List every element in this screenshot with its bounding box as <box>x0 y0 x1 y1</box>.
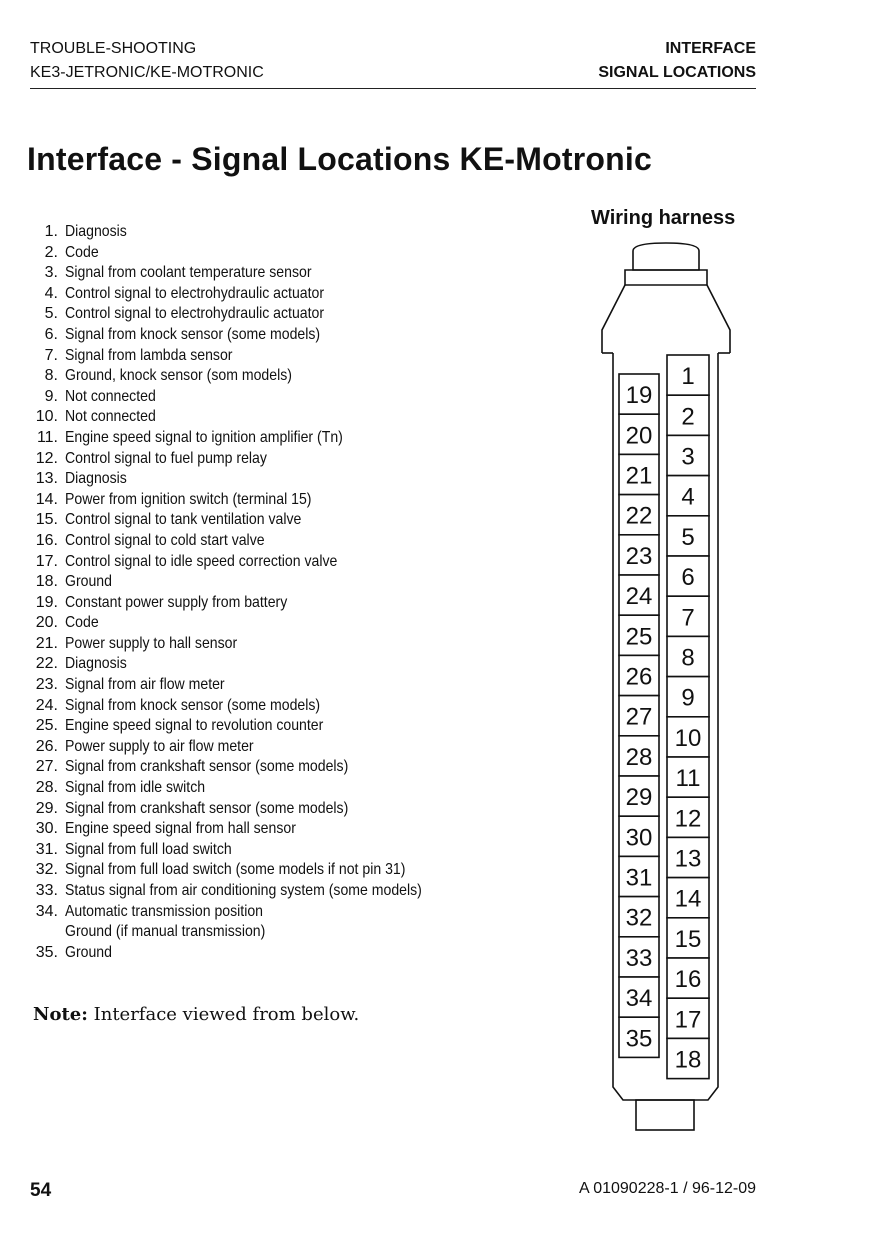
signal-item <box>28 819 471 840</box>
signal-description: Engine speed signal to revolution counter <box>65 717 324 735</box>
signal-number: 12. <box>35 449 58 467</box>
signal-item <box>28 634 471 655</box>
page-number: 54 <box>30 1180 52 1201</box>
header-topic: INTERFACE <box>665 40 756 57</box>
pin-label: 24 <box>625 583 653 611</box>
signal-number: 27. <box>35 758 58 776</box>
signal-description: Constant power supply from battery <box>65 593 288 611</box>
pin-label: 33 <box>625 944 653 972</box>
signal-number: 17. <box>35 552 58 570</box>
signal-number: 14. <box>35 490 58 508</box>
signal-description: Power from ignition switch (terminal 15) <box>65 490 312 508</box>
signal-description: Signal from lambda sensor <box>65 346 233 364</box>
signal-description: Diagnosis <box>65 223 127 240</box>
signal-number: 21. <box>35 634 58 652</box>
pin-label: 23 <box>625 542 653 570</box>
signal-item <box>28 737 471 758</box>
signal-description: Control signal to idle speed correction valve <box>65 552 338 570</box>
pin-label: 8 <box>681 644 695 672</box>
signal-item <box>28 449 471 470</box>
signal-number: 22. <box>35 655 58 673</box>
signal-description: Signal from knock sensor (some models) <box>65 325 321 343</box>
pin-label: 35 <box>625 1025 653 1053</box>
pin-label: 15 <box>674 925 702 953</box>
pin-label: 7 <box>681 604 695 632</box>
signal-item <box>28 840 471 861</box>
signal-description: Ground <box>65 573 112 591</box>
header-right <box>598 37 756 85</box>
signal-description: Signal from full load switch <box>65 840 232 858</box>
pin-label: 34 <box>625 985 653 1013</box>
pin-label: 29 <box>625 784 653 812</box>
pin-label: 31 <box>625 864 653 892</box>
signal-item <box>28 675 471 696</box>
page-title: Interface - Signal Locations KE-Motronic <box>27 141 652 177</box>
header-divider <box>30 88 756 89</box>
signal-item <box>28 593 471 614</box>
signal-number: 19. <box>35 593 58 611</box>
signal-number: 10. <box>35 408 58 426</box>
signal-item <box>28 222 471 243</box>
signal-description: Code <box>65 243 99 261</box>
signal-item <box>28 613 471 634</box>
diagram-title: Wiring harness <box>591 207 736 229</box>
document-id: A 01090228-1 / 96-12-09 <box>578 1180 756 1197</box>
signal-number: 29. <box>35 799 58 817</box>
signal-number: 31. <box>35 840 58 858</box>
signal-description: Code <box>65 614 99 632</box>
signal-item <box>28 469 471 490</box>
signal-item <box>28 922 471 943</box>
signal-description: Signal from full load switch (some models if not pin 31) <box>65 861 406 879</box>
signal-number: 2. <box>44 243 58 261</box>
signal-number: 5. <box>44 305 58 323</box>
signal-item <box>28 778 471 799</box>
signal-item <box>28 346 471 367</box>
signal-description: Signal from air flow meter <box>65 676 225 694</box>
pin-label: 25 <box>625 623 653 651</box>
signal-number: 20. <box>35 614 58 632</box>
signal-number: 11. <box>36 428 58 446</box>
signal-number: 26. <box>35 737 58 755</box>
signal-description: Control signal to cold start valve <box>65 531 265 549</box>
signal-item <box>28 799 471 820</box>
pin-label: 12 <box>674 805 702 833</box>
signal-description: Power supply to air flow meter <box>65 737 254 755</box>
signal-description: Control signal to electrohydraulic actuator <box>65 284 325 302</box>
signal-description: Diagnosis <box>65 655 127 673</box>
pin-label: 5 <box>681 523 695 551</box>
signal-description: Automatic transmission position <box>65 902 263 920</box>
pin-label: 30 <box>625 824 653 852</box>
signal-description: Not connected <box>65 387 156 405</box>
signal-item <box>28 757 471 778</box>
connector-cap-rim <box>625 270 707 285</box>
signal-description: Signal from crankshaft sensor (some models) <box>65 758 349 776</box>
signal-number: 30. <box>35 820 58 838</box>
signal-item <box>28 860 471 881</box>
header-subtopic: SIGNAL LOCATIONS <box>598 64 756 81</box>
signal-item <box>28 490 471 511</box>
signal-item <box>28 304 471 325</box>
signal-item <box>28 407 471 428</box>
pin-label: 20 <box>625 422 653 450</box>
signal-number: 16. <box>35 531 58 549</box>
signal-number: 8. <box>44 367 58 385</box>
signal-description: Signal from knock sensor (some models) <box>65 696 321 714</box>
pin-label: 32 <box>625 904 653 932</box>
pin-label: 13 <box>674 845 702 873</box>
signal-description: Ground <box>65 943 112 961</box>
pin-label: 28 <box>625 743 653 771</box>
pin-label: 10 <box>674 724 702 752</box>
pin-label: 17 <box>674 1006 702 1034</box>
signal-number: 35. <box>35 943 58 961</box>
signal-number: 24. <box>35 696 58 714</box>
pin-label: 14 <box>674 885 702 913</box>
signal-description: Control signal to tank ventilation valve <box>65 511 302 529</box>
signal-number: 4. <box>44 284 58 302</box>
signal-number: 6. <box>44 325 58 343</box>
signal-number: 9. <box>44 387 58 405</box>
header-section-title: TROUBLE-SHOOTING <box>30 40 197 57</box>
signal-description: Signal from coolant temperature sensor <box>65 264 312 282</box>
pin-label: 2 <box>681 403 695 431</box>
signal-number: 1. <box>44 223 58 240</box>
pin-label: 21 <box>625 462 653 490</box>
signal-description: Control signal to fuel pump relay <box>65 449 267 467</box>
pin-label: 26 <box>625 663 653 691</box>
signal-item <box>28 263 471 284</box>
signal-number: 3. <box>44 264 58 282</box>
signal-description: Not connected <box>65 408 156 426</box>
signal-item <box>28 902 471 923</box>
signal-item <box>28 696 471 717</box>
signal-description: Signal from crankshaft sensor (some models) <box>65 799 349 817</box>
note-text: Interface viewed from below. <box>93 1004 360 1025</box>
signal-item <box>28 284 471 305</box>
signal-item <box>28 881 471 902</box>
note <box>33 1004 359 1025</box>
signal-number: 7. <box>44 346 58 364</box>
note-label: Note: <box>33 1004 88 1025</box>
signal-number: 28. <box>35 779 58 797</box>
signal-description: Engine speed signal to ignition amplifier (Tn) <box>65 428 343 446</box>
signal-number: 23. <box>35 676 58 694</box>
signal-number: 15. <box>35 511 58 529</box>
signal-number: 13. <box>35 470 58 488</box>
signal-description: Diagnosis <box>65 470 127 488</box>
pin-label: 16 <box>674 966 702 994</box>
signal-item <box>28 531 471 552</box>
signal-item <box>28 552 471 573</box>
connector-tab <box>636 1100 694 1130</box>
signal-item <box>28 243 471 264</box>
pin-label: 27 <box>625 703 653 731</box>
pin-label: 4 <box>681 483 695 511</box>
signal-number <box>28 922 65 943</box>
signal-item <box>28 654 471 675</box>
connector-shoulder <box>602 285 730 353</box>
signal-description: Engine speed signal from hall sensor <box>65 820 296 838</box>
connector-cap <box>633 243 699 270</box>
signal-description: Status signal from air conditioning system (some models) <box>65 882 422 899</box>
signal-item <box>28 572 471 593</box>
signal-description: Power supply to hall sensor <box>65 634 238 652</box>
pin-label: 3 <box>681 443 695 471</box>
connector-diagram <box>590 232 740 1142</box>
pin-label: 22 <box>625 502 653 530</box>
header-left <box>30 37 264 85</box>
signal-number: 18. <box>35 573 58 591</box>
signal-description: Control signal to electrohydraulic actuator <box>65 305 325 323</box>
signal-number: 34. <box>35 902 58 920</box>
signal-description: Ground, knock sensor (som models) <box>65 367 292 385</box>
header-subsection-title: KE3-JETRONIC/KE-MOTRONIC <box>30 64 264 81</box>
signal-number: 33. <box>35 882 58 899</box>
pin-label: 19 <box>625 382 653 410</box>
pin-label: 18 <box>674 1046 702 1074</box>
signal-list <box>28 222 471 963</box>
signal-number: 32. <box>35 861 58 879</box>
pin-label: 11 <box>675 765 701 793</box>
signal-item <box>28 428 471 449</box>
pin-label: 1 <box>681 363 695 391</box>
signal-item <box>28 943 471 964</box>
signal-item <box>28 325 471 346</box>
signal-item <box>28 366 471 387</box>
pin-label: 6 <box>681 564 695 592</box>
signal-item <box>28 387 471 408</box>
pin-label: 9 <box>681 684 695 712</box>
signal-description: Signal from idle switch <box>65 779 206 797</box>
signal-item <box>28 716 471 737</box>
signal-item <box>28 510 471 531</box>
signal-number: 25. <box>35 717 58 735</box>
signal-description: Ground (if manual transmission) <box>65 923 266 941</box>
